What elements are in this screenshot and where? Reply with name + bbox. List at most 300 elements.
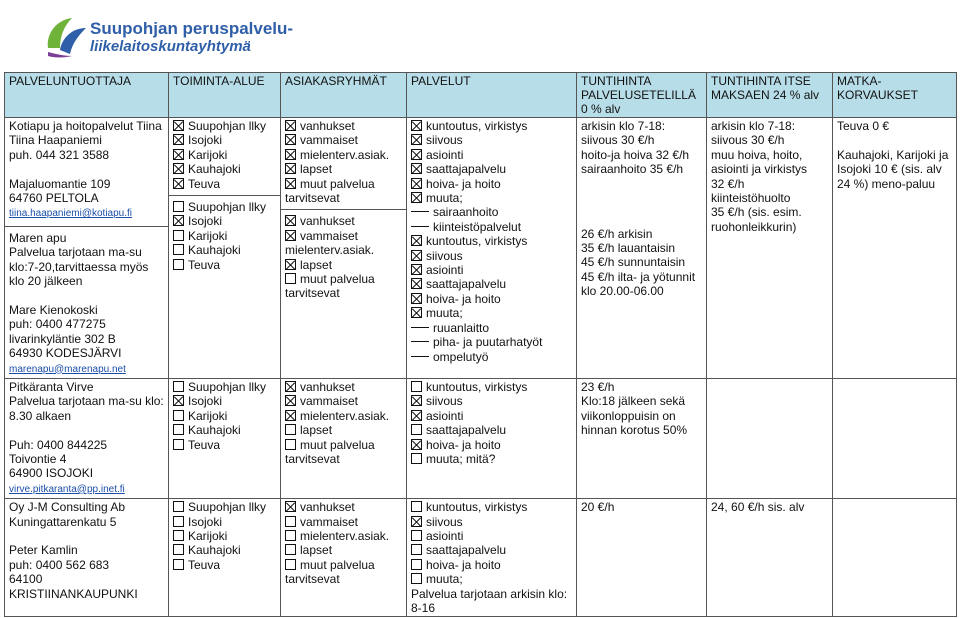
checkbox-unchecked[interactable] [411, 544, 422, 555]
services-cell [407, 118, 577, 379]
provider-line: 64930 KODESJÄRVI [9, 346, 122, 361]
provider-line: Palvelua tarjotaan ma-su klo: 8.30 alkaen [9, 394, 164, 423]
price-vat0-cell [577, 378, 707, 498]
option-item [411, 148, 572, 162]
logo-mark-icon [42, 14, 88, 60]
option-item [411, 438, 572, 452]
option-label: muuta; mitä? [426, 451, 496, 466]
option-item [285, 438, 402, 452]
option-label: lapset [300, 257, 333, 272]
price-vat24-line: 32 €/h [711, 176, 745, 191]
option-item [411, 263, 572, 277]
checkbox-unchecked[interactable] [411, 559, 422, 570]
option-label: saattajapalvelu [426, 162, 507, 177]
checkbox-checked[interactable] [411, 149, 422, 160]
table-row [5, 499, 957, 617]
table-row [5, 118, 957, 379]
option-item [173, 133, 276, 147]
price-vat0-line: 35 €/h lauantaisin [581, 241, 676, 256]
checkbox-checked[interactable] [411, 120, 422, 131]
option-label: Palvelua tarjotaan arkisin klo: 8-16 [411, 586, 568, 615]
option-label: kuntoutus, virkistys [426, 500, 528, 515]
option-item [173, 515, 276, 529]
option-label: Teuva [188, 557, 221, 572]
provider-line: Pitkäranta Virve [9, 379, 94, 394]
option-item [285, 572, 402, 586]
checkbox-unchecked[interactable] [411, 381, 422, 392]
option-label: vammaiset [300, 133, 359, 148]
option-item [411, 306, 572, 320]
option-label: sairaanhoito [433, 205, 499, 220]
provider-line [9, 423, 164, 437]
option-item [173, 229, 276, 243]
option-label: saattajapalvelu [426, 543, 507, 558]
checkbox-checked[interactable] [411, 439, 422, 450]
option-item [411, 162, 572, 176]
option-label: Isojoki [188, 214, 223, 229]
option-label: kuntoutus, virkistys [426, 234, 528, 249]
option-item [411, 529, 572, 543]
option-label: mielenterv.asiak. [300, 528, 390, 543]
email-link[interactable]: virve.pitkaranta@pp.inet.fi [9, 483, 125, 495]
header-clients: ASIAKASRYHMÄT [281, 73, 407, 118]
option-item [411, 119, 572, 133]
option-item [173, 394, 276, 408]
option-label: muut palvelua [300, 176, 375, 191]
option-label: mielenterv.asiak. [300, 408, 390, 423]
option-label: saattajapalvelu [426, 423, 507, 438]
option-item [285, 529, 402, 543]
header-provider: PALVELUNTUOTTAJA [5, 73, 169, 118]
checkbox-checked[interactable] [285, 259, 296, 270]
header-services: PALVELUT [407, 73, 577, 118]
option-item [285, 515, 402, 529]
option-item [173, 409, 276, 423]
checkbox-checked[interactable] [411, 264, 422, 275]
option-item [285, 243, 402, 257]
option-item [173, 529, 276, 543]
header-price-vat24: TUNTIHINTA ITSE MAKSAEN 24 % alv [707, 73, 833, 118]
option-label: Isojoki [188, 514, 223, 529]
option-item [173, 200, 276, 214]
option-label: asiointi [426, 408, 464, 423]
provider-line: 64760 PELTOLA [9, 191, 99, 206]
checkbox-checked[interactable] [285, 178, 296, 189]
price-vat24-line: 35 €/h (sis. esim. [711, 205, 802, 220]
checkbox-unchecked[interactable] [173, 559, 184, 570]
provider-line: KRISTIINANKAUPUNKI [9, 586, 138, 601]
price-vat0-line: 45 €/h ilta- ja yötunnit [581, 269, 696, 284]
provider-line: Toivontie 4 [9, 451, 67, 466]
option-label: Kauhajoki [188, 543, 241, 558]
option-item [173, 243, 276, 257]
option-item [285, 543, 402, 557]
option-label: asiointi [426, 147, 464, 162]
option-label: siivous [426, 514, 463, 529]
checkbox-checked[interactable] [411, 410, 422, 421]
option-label: Suupohjan llky [188, 119, 267, 133]
header-price-vat0: TUNTIHINTA PALVELUSETELILLÄ 0 % alv [577, 73, 707, 118]
checkbox-checked[interactable] [285, 230, 296, 241]
checkbox-checked[interactable] [411, 278, 422, 289]
option-label: Suupohjan llky [188, 200, 267, 215]
option-item [411, 191, 572, 205]
option-item [285, 119, 402, 133]
provider-cell [5, 378, 169, 498]
price-vat24-cell [707, 499, 833, 617]
services-cell [407, 378, 577, 498]
option-item [285, 394, 402, 408]
option-item [411, 321, 572, 335]
services-cell [407, 499, 577, 617]
option-label: muut palvelua [300, 437, 375, 452]
option-label: Teuva [188, 437, 221, 452]
option-label: Kauhajoki [188, 243, 241, 258]
price-vat24-cell [707, 118, 833, 379]
area-cell [169, 118, 281, 379]
option-label: Kauhajoki [188, 423, 241, 438]
provider-line: Majaluomantie 109 [9, 176, 111, 191]
checkbox-checked[interactable] [285, 215, 296, 226]
travel-line [837, 133, 952, 147]
option-label: vammaiset [300, 514, 359, 529]
checkbox-checked[interactable] [173, 134, 184, 145]
checkbox-checked[interactable] [173, 163, 184, 174]
price-vat0-line: 26 €/h arkisin [581, 226, 653, 241]
checkbox-checked[interactable] [411, 178, 422, 189]
option-label: hoiva- ja hoito [426, 437, 501, 452]
checkbox-unchecked[interactable] [285, 559, 296, 570]
option-item [285, 452, 402, 466]
option-label: Karijoki [188, 147, 228, 162]
option-item [285, 133, 402, 147]
checkbox-unchecked[interactable] [411, 501, 422, 512]
option-label: muut palvelua [300, 557, 375, 572]
option-label: kuntoutus, virkistys [426, 379, 528, 394]
checkbox-checked[interactable] [411, 163, 422, 174]
checkbox-unchecked[interactable] [173, 501, 184, 512]
option-item [411, 558, 572, 572]
option-item [285, 272, 402, 286]
option-item [173, 162, 276, 176]
provider-line: 64900 ISOJOKI [9, 466, 94, 481]
price-vat0-cell [577, 499, 707, 617]
checkbox-unchecked[interactable] [173, 230, 184, 241]
dash-marker [411, 327, 429, 328]
option-item [411, 292, 572, 306]
price-vat0-line: Klo:18 jälkeen sekä viikonloppuisin on hinnan korotus 50% [581, 394, 688, 438]
option-label: mielenterv.asiak. [285, 243, 375, 258]
option-label: Teuva [188, 176, 221, 191]
option-label: Suupohjan llky [188, 379, 267, 394]
dash-marker [411, 226, 429, 227]
checkbox-unchecked[interactable] [285, 273, 296, 284]
option-label: lapset [300, 162, 333, 177]
travel-cell [833, 118, 957, 379]
checkbox-unchecked[interactable] [173, 439, 184, 450]
option-item [173, 119, 276, 133]
checkbox-unchecked[interactable] [173, 201, 184, 212]
price-vat24-line: siivous 30 €/h [711, 133, 785, 148]
checkbox-checked[interactable] [411, 134, 422, 145]
email-link[interactable]: tiina.haapaniemi@kotiapu.fi [9, 208, 133, 220]
provider-line: Peter Kamlin [9, 543, 78, 558]
option-label: asiointi [426, 528, 464, 543]
option-label: Kauhajoki [188, 162, 241, 177]
checkbox-unchecked[interactable] [411, 573, 422, 584]
price-vat0-cell [577, 118, 707, 379]
price-vat0-line: hoito-ja hoiva 32 €/h [581, 147, 690, 162]
option-label: Karijoki [188, 528, 228, 543]
checkbox-checked[interactable] [173, 120, 184, 131]
option-item [411, 572, 572, 586]
checkbox-unchecked[interactable] [173, 381, 184, 392]
provider-cell [5, 499, 169, 617]
option-label: tarvitsevat [285, 572, 340, 587]
option-label: ompelutyö [433, 349, 489, 364]
price-vat24-line: kiinteistöhuolto [711, 191, 791, 206]
provider-line: Kuningattarenkatu 5 [9, 514, 117, 529]
header-travel: MATKA-KORVAUKSET [833, 73, 957, 118]
checkbox-checked[interactable] [173, 178, 184, 189]
option-label: siivous [426, 248, 463, 263]
travel-cell [833, 378, 957, 498]
option-item [411, 500, 572, 514]
checkbox-checked[interactable] [285, 163, 296, 174]
email-link[interactable]: marenapu@marenapu.net [9, 363, 126, 375]
option-label: muuta; [426, 306, 463, 321]
travel-line: Kauhajoki, Karijoki ja Isojoki 10 € (sis. alv 24 %) meno-paluu [837, 147, 949, 191]
price-vat24-cell [707, 378, 833, 498]
checkbox-unchecked[interactable] [411, 453, 422, 464]
price-vat24-line: ruohonleikkurin) [711, 219, 797, 234]
option-item [285, 229, 402, 243]
option-item [285, 558, 402, 572]
cell-separator [169, 195, 280, 196]
checkbox-checked[interactable] [173, 215, 184, 226]
option-item [173, 500, 276, 514]
option-item [411, 543, 572, 557]
option-label: vanhukset [300, 379, 355, 394]
price-vat0-line: 23 €/h [581, 379, 615, 394]
checkbox-checked[interactable] [285, 149, 296, 160]
option-label: hoiva- ja hoito [426, 291, 501, 306]
provider-line: Tiina Haapaniemi [9, 133, 102, 148]
option-item [411, 423, 572, 437]
option-item [173, 380, 276, 394]
price-vat24-line: muu hoiva, hoito, [711, 147, 803, 162]
option-item [411, 177, 572, 191]
area-cell [169, 378, 281, 498]
option-label: hoiva- ja hoito [426, 176, 501, 191]
dash-marker [411, 211, 429, 212]
price-vat0-line: arkisin klo 7-18: [581, 119, 666, 133]
option-item [285, 258, 402, 272]
travel-cell [833, 499, 957, 617]
checkbox-unchecked[interactable] [173, 516, 184, 527]
provider-line: 64100 [9, 572, 43, 587]
option-label: muuta; [426, 191, 463, 206]
option-label: kiinteistöpalvelut [433, 219, 522, 234]
price-vat0-line: 45 €/h sunnuntaisin [581, 255, 686, 270]
checkbox-unchecked[interactable] [173, 244, 184, 255]
organization-logo [20, 8, 294, 58]
option-item [285, 191, 402, 205]
provider-line: Palvelua tarjotaan ma-su klo:7-20,tarvittaessa myös klo 20 jälkeen [9, 245, 149, 289]
checkbox-checked[interactable] [411, 293, 422, 304]
clients-cell [281, 378, 407, 498]
option-label: Isojoki [188, 133, 223, 148]
checkbox-checked[interactable] [285, 381, 296, 392]
logo-line1: Suupohjan peruspalvelu- [90, 19, 294, 38]
clients-cell [281, 499, 407, 617]
price-vat0-line: klo 20.00-06.00 [581, 284, 664, 299]
option-item [285, 177, 402, 191]
provider-line: livarinkyläntie 302 B [9, 331, 116, 346]
provider-line: Maren apu [9, 230, 67, 245]
option-label: lapset [300, 543, 333, 558]
provider-table [4, 72, 957, 617]
option-item [411, 234, 572, 248]
option-item [173, 148, 276, 162]
option-item [285, 148, 402, 162]
option-item [411, 350, 572, 364]
checkbox-unchecked[interactable] [285, 516, 296, 527]
checkbox-unchecked[interactable] [411, 530, 422, 541]
option-item [285, 500, 402, 514]
option-label: saattajapalvelu [426, 277, 507, 292]
checkbox-unchecked[interactable] [285, 424, 296, 435]
option-label: vanhukset [300, 500, 355, 515]
option-item [411, 394, 572, 408]
provider-line: Oy J-M Consulting Ab [9, 500, 126, 515]
option-item [411, 133, 572, 147]
price-vat0-line: 20 €/h [581, 500, 615, 515]
table-row [5, 378, 957, 498]
provider-cell [5, 118, 169, 379]
option-item [411, 409, 572, 423]
option-label: Isojoki [188, 394, 223, 409]
checkbox-checked[interactable] [173, 395, 184, 406]
option-item [411, 205, 572, 219]
option-item [173, 214, 276, 228]
checkbox-unchecked[interactable] [173, 544, 184, 555]
option-label: vammaiset [300, 394, 359, 409]
cell-separator [5, 226, 168, 227]
option-item [173, 177, 276, 191]
option-item [285, 409, 402, 423]
header-row [5, 73, 957, 118]
checkbox-checked[interactable] [411, 395, 422, 406]
travel-line: Teuva 0 € [837, 119, 890, 133]
clients-cell [281, 118, 407, 379]
option-item [173, 438, 276, 452]
provider-line: Kotiapu ja hoitopalvelut Tiina [9, 119, 162, 133]
option-item [411, 277, 572, 291]
option-item [173, 258, 276, 272]
checkbox-unchecked[interactable] [411, 424, 422, 435]
logo-line2: liikelaitoskuntayhtymä [90, 38, 251, 55]
price-vat0-line: siivous 30 €/h [581, 133, 655, 148]
provider-line: puh: 0400 477275 [9, 317, 106, 332]
provider-line: puh. 044 321 3588 [9, 147, 110, 162]
checkbox-unchecked[interactable] [285, 530, 296, 541]
option-label: vammaiset [300, 228, 359, 243]
option-label: Karijoki [188, 228, 228, 243]
option-label: muuta; [426, 572, 463, 587]
checkbox-checked[interactable] [285, 501, 296, 512]
provider-line: puh: 0400 562 683 [9, 557, 110, 572]
checkbox-checked[interactable] [285, 410, 296, 421]
option-label: Teuva [188, 257, 221, 272]
option-item [285, 214, 402, 228]
price-vat0-line: sairaanhoito 35 €/h [581, 162, 684, 177]
checkbox-checked[interactable] [285, 134, 296, 145]
checkbox-checked[interactable] [411, 192, 422, 203]
option-item [411, 335, 572, 349]
option-label: Suupohjan llky [188, 500, 267, 515]
option-label: vanhukset [300, 119, 355, 133]
option-item [411, 249, 572, 263]
option-label: siivous [426, 133, 463, 148]
checkbox-unchecked[interactable] [173, 530, 184, 541]
checkbox-checked[interactable] [411, 235, 422, 246]
option-label: tarvitsevat [285, 191, 340, 206]
option-item [285, 423, 402, 437]
option-label: ruuanlaitto [433, 320, 490, 335]
option-item [411, 587, 572, 616]
checkbox-checked[interactable] [411, 250, 422, 261]
option-label: Karijoki [188, 408, 228, 423]
dash-marker [411, 356, 429, 357]
option-item [411, 452, 572, 466]
checkbox-checked[interactable] [411, 307, 422, 318]
provider-line: Mare Kienokoski [9, 302, 98, 317]
option-label: tarvitsevat [285, 286, 340, 301]
checkbox-checked[interactable] [285, 395, 296, 406]
price-vat24-line: 24, 60 €/h sis. alv [711, 500, 805, 515]
provider-line [9, 288, 164, 302]
checkbox-unchecked[interactable] [173, 410, 184, 421]
option-label: piha- ja puutarhatyöt [433, 335, 543, 350]
option-item [411, 220, 572, 234]
checkbox-unchecked[interactable] [285, 439, 296, 450]
option-item [411, 380, 572, 394]
option-label: lapset [300, 423, 333, 438]
option-label: vanhukset [300, 214, 355, 229]
option-label: muut palvelua [300, 272, 375, 287]
checkbox-unchecked[interactable] [173, 259, 184, 270]
checkbox-unchecked[interactable] [285, 544, 296, 555]
option-label: mielenterv.asiak. [300, 147, 390, 162]
option-label: asiointi [426, 263, 464, 278]
checkbox-checked[interactable] [411, 516, 422, 527]
option-item [285, 380, 402, 394]
option-item [173, 558, 276, 572]
dash-marker [411, 341, 429, 342]
price-vat24-line: asiointi ja virkistys [711, 162, 808, 177]
checkbox-checked[interactable] [173, 149, 184, 160]
area-cell [169, 499, 281, 617]
header-area: TOIMINTA-ALUE [169, 73, 281, 118]
checkbox-checked[interactable] [285, 120, 296, 131]
option-item [173, 543, 276, 557]
checkbox-unchecked[interactable] [173, 424, 184, 435]
provider-line: Puh: 0400 844225 [9, 437, 108, 452]
option-label: hoiva- ja hoito [426, 557, 501, 572]
option-label: siivous [426, 394, 463, 409]
option-item [173, 423, 276, 437]
